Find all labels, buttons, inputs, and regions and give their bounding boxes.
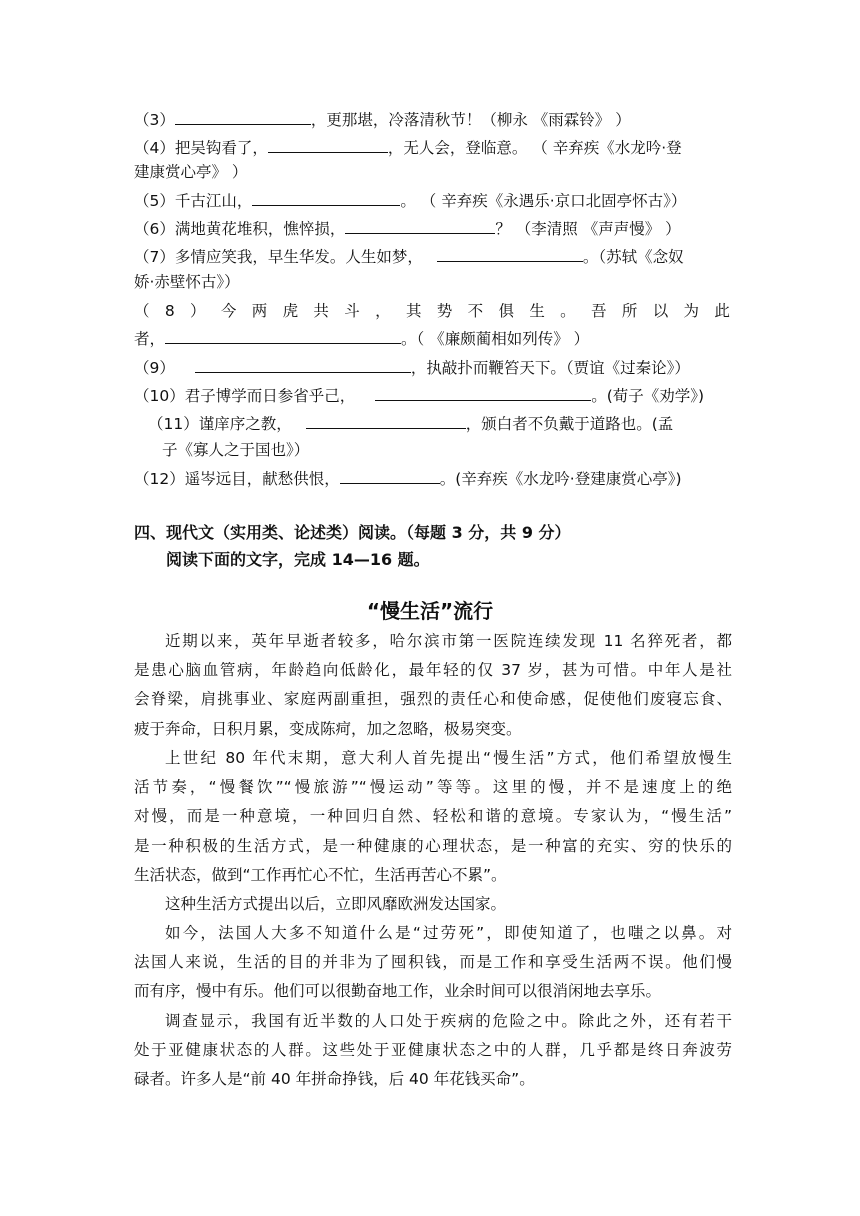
section-heading: 四、现代文（实用类、论述类）阅读。（每题 3 分，共 9 分） [134, 523, 571, 542]
answer-blank [306, 411, 466, 429]
article-paragraph [134, 1007, 732, 1095]
paragraph-line: 这种生活方式提出以后，立即风靡欧洲发达国家。 [165, 895, 507, 913]
question-char: 虎 [282, 302, 299, 320]
question-text: （6）满地黄花堆积，憔悴损， [134, 220, 346, 238]
article-paragraph [134, 890, 732, 919]
question-char: 所 [621, 302, 638, 320]
paragraph-line: 疲于奔命，日积月累，变成陈疴，加之忽略，极易突变。 [134, 719, 522, 738]
question-4-line1 [134, 135, 682, 160]
question-text: ，无人会，登临意。 （ 辛弃疾《水龙吟·登 [387, 139, 682, 157]
paragraph-line: 是一种积极的生活方式，是一种健康的心理状态，是一种富的充实、穷的快乐的 [134, 836, 732, 855]
paragraph-line: 调查显示，我国有近半数的人口处于疾病的危险之中。除此之外，还有若干 [165, 1012, 732, 1030]
question-12 [134, 466, 682, 491]
answer-blank [195, 355, 411, 373]
question-8-line1 [134, 299, 730, 323]
question-char: 两 [251, 302, 268, 320]
question-7-line1 [134, 244, 684, 269]
question-11-line2 [162, 438, 309, 462]
question-8-line2 [134, 326, 589, 351]
article-paragraph [134, 627, 732, 744]
question-text: （3） [134, 111, 175, 129]
question-text: 。（ 《廉颇蔺相如列传》 ） [401, 330, 590, 348]
question-char: 今 [220, 302, 237, 320]
question-text: 子《寡人之于国也》） [162, 441, 310, 459]
question-char: 生 [529, 302, 545, 320]
paragraph-line: 会脊梁，肩挑事业、家庭两副重担，强烈的责任心和使命感，促使他们废寝忘食、 [134, 690, 732, 709]
question-char: 为 [683, 302, 700, 320]
question-char: 。 [560, 302, 576, 320]
answer-blank [437, 244, 583, 262]
question-char: 俱 [498, 302, 514, 320]
question-text: （4）把吴钩看了， [134, 139, 268, 157]
article-title: “慢生活”流行 [366, 599, 494, 623]
article-paragraph [134, 744, 732, 890]
answer-blank [340, 466, 440, 484]
question-text: 。(辛弃疾《水龙吟·登建康赏心亭》) [439, 470, 682, 488]
question-text: 。（苏轼《念奴 [582, 248, 684, 266]
paragraph-line: 对慢，而是一种意境，一种回归自然、轻松和谐的意境。专家认为，“慢生活” [134, 807, 732, 826]
question-3 [134, 107, 631, 132]
question-text: ？ （李清照 《声声慢》 ） [495, 220, 681, 238]
question-char: 其 [405, 302, 422, 320]
question-char: 斗 [344, 302, 360, 320]
question-text: （12）遥岑远目，献愁供恨， [134, 470, 340, 488]
question-char: 势 [436, 302, 453, 320]
question-text: （5）千古江山， [134, 192, 253, 210]
answer-blank [252, 188, 400, 206]
question-char: 吾 [591, 302, 607, 320]
answer-blank [165, 326, 401, 344]
paragraph-line: 上世纪 80 年代末期，意大利人首先提出“慢生活”方式，他们希望放慢生 [165, 749, 732, 767]
question-text: ，颁白者不负戴于道路也。(孟 [465, 415, 674, 433]
question-text: ，执敲扑而鞭笞天下。（贾谊《过秦论》） [410, 359, 690, 377]
question-7-line2 [134, 270, 240, 294]
question-char: 共 [313, 302, 329, 320]
question-9 [134, 355, 690, 380]
paragraph-line: 如今，法国人大多不知道什么是“过劳死”，即使知道了，也嗤之以鼻。对 [165, 924, 732, 942]
question-10 [134, 383, 704, 408]
question-11-line1 [148, 411, 673, 436]
question-text: （11）谨庠序之教， [148, 415, 292, 433]
question-char: ， [375, 302, 391, 320]
paragraph-line: 而有序，慢中有乐。他们可以很勤奋地工作，业余时间可以很消闲地去享乐。 [134, 982, 662, 1001]
section-instruction: 阅读下面的文字，完成 14—16 题。 [166, 550, 430, 569]
question-text: 。(荀子《劝学》) [591, 387, 705, 405]
question-char: （ [134, 302, 150, 320]
question-text: 娇·赤壁怀古》） [134, 273, 240, 291]
paragraph-line: 处于亚健康状态的人群。这些处于亚健康状态之中的人群，几乎都是终日奔波劳 [134, 1041, 732, 1060]
answer-blank [175, 107, 311, 125]
question-char: 此 [714, 302, 730, 320]
question-5 [134, 188, 686, 213]
paragraph-line: 是患心脑血管病，年龄趋向低龄化，最年轻的仅 37 岁，甚为可惜。中年人是社 [134, 661, 732, 680]
question-text: （10）君子博学而日参省乎己， [134, 387, 356, 405]
question-text: （7）多情应笑我，早生华发。人生如梦， [134, 248, 423, 266]
question-4-line2 [134, 160, 247, 184]
question-text: 。 （ 辛弃疾《永遇乐·京口北固亭怀古》） [400, 192, 687, 210]
answer-blank [268, 135, 388, 153]
paragraph-line: 生活状态，做到“工作再忙心不忙，生活再苦心不累”。 [134, 865, 507, 884]
paragraph-line: 活节奏，“慢餐饮”“慢旅游”“慢运动”等等。这里的慢，并不是速度上的绝 [134, 778, 732, 797]
question-text: 建康赏心亭》 ） [134, 163, 248, 181]
question-6 [134, 216, 681, 241]
answer-blank [345, 216, 495, 234]
question-text: （9） [134, 359, 175, 377]
question-text: ，更那堪，冷落清秋节！（柳永 《雨霖铃》 ） [310, 111, 631, 129]
answer-blank [375, 383, 591, 401]
question-char: 不 [467, 302, 484, 320]
paragraph-line: 近期以来，英年早逝者较多，哈尔滨市第一医院连续发现 11 名猝死者，都 [165, 632, 732, 650]
question-char: 以 [652, 302, 669, 320]
paragraph-line: 碌者。许多人是“前 40 年拼命挣钱，后 40 年花钱买命”。 [134, 1070, 535, 1089]
question-text: 者， [134, 330, 166, 348]
question-char: ） [190, 302, 206, 320]
paragraph-line: 法国人来说，生活的目的并非为了囤积钱，而是工作和享受生活两不误。他们慢 [134, 953, 732, 972]
question-char: 8 [164, 302, 175, 320]
article-paragraph [134, 919, 732, 1007]
